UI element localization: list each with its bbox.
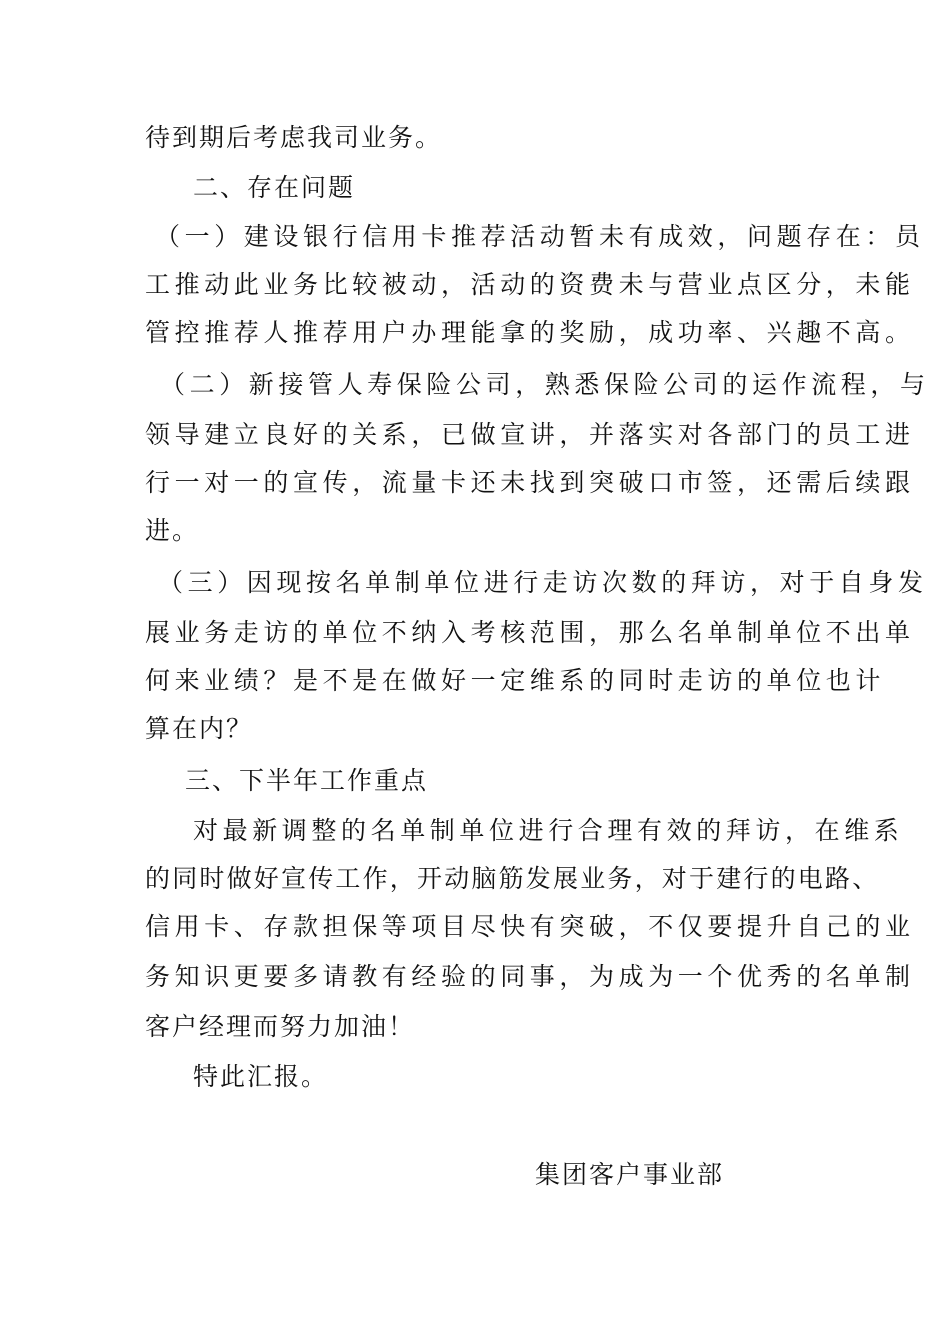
paragraph-line: 待到期后考虑我司业务。 — [145, 123, 443, 152]
section-heading-issues: 二、存在问题 — [193, 173, 356, 202]
paragraph-line: （三）因现按名单制单位进行走访次数的拜访，对于自身发 — [158, 568, 928, 597]
paragraph-line: 务知识更要多请教有经验的同事，为成为一个优秀的名单制 — [145, 962, 915, 991]
paragraph-line: 领导建立良好的关系，已做宣讲，并落实对各部门的员工进 — [145, 420, 915, 449]
paragraph-line: 管控推荐人推荐用户办理能拿的奖励，成功率、兴趣不高。 — [145, 318, 915, 347]
paragraph-line: 的同时做好宣传工作，开动脑筋发展业务，对于建行的电路、 — [145, 864, 880, 893]
paragraph-line: 进。 — [145, 516, 200, 545]
paragraph-line: 信用卡、存款担保等项目尽快有突破，不仅要提升自己的业 — [145, 912, 915, 941]
paragraph-line: 行一对一的宣传，流量卡还未找到突破口市签，还需后续跟 — [145, 468, 915, 497]
signature-department: 集团客户事业部 — [535, 1160, 725, 1189]
paragraph-line: 展业务走访的单位不纳入考核范围，那么名单制单位不出单 — [145, 618, 915, 647]
paragraph-line: 对最新调整的名单制单位进行合理有效的拜访，在维系 — [193, 816, 904, 845]
section-heading-plan: 三、下半年工作重点 — [185, 766, 429, 795]
paragraph-line: 工推动此业务比较被动，活动的资费未与营业点区分，未能 — [145, 270, 915, 299]
closing-line: 特此汇报。 — [193, 1062, 329, 1091]
paragraph-line: （一）建设银行信用卡推荐活动暂未有成效，问题存在：员 — [155, 222, 925, 251]
paragraph-line: （二）新接管人寿保险公司，熟悉保险公司的运作流程，与 — [160, 370, 930, 399]
paragraph-line: 算在内？ — [145, 714, 254, 743]
paragraph-line: 客户经理而努力加油！ — [145, 1012, 416, 1041]
paragraph-line: 何来业绩？是不是在做好一定维系的同时走访的单位也计 — [145, 666, 886, 695]
